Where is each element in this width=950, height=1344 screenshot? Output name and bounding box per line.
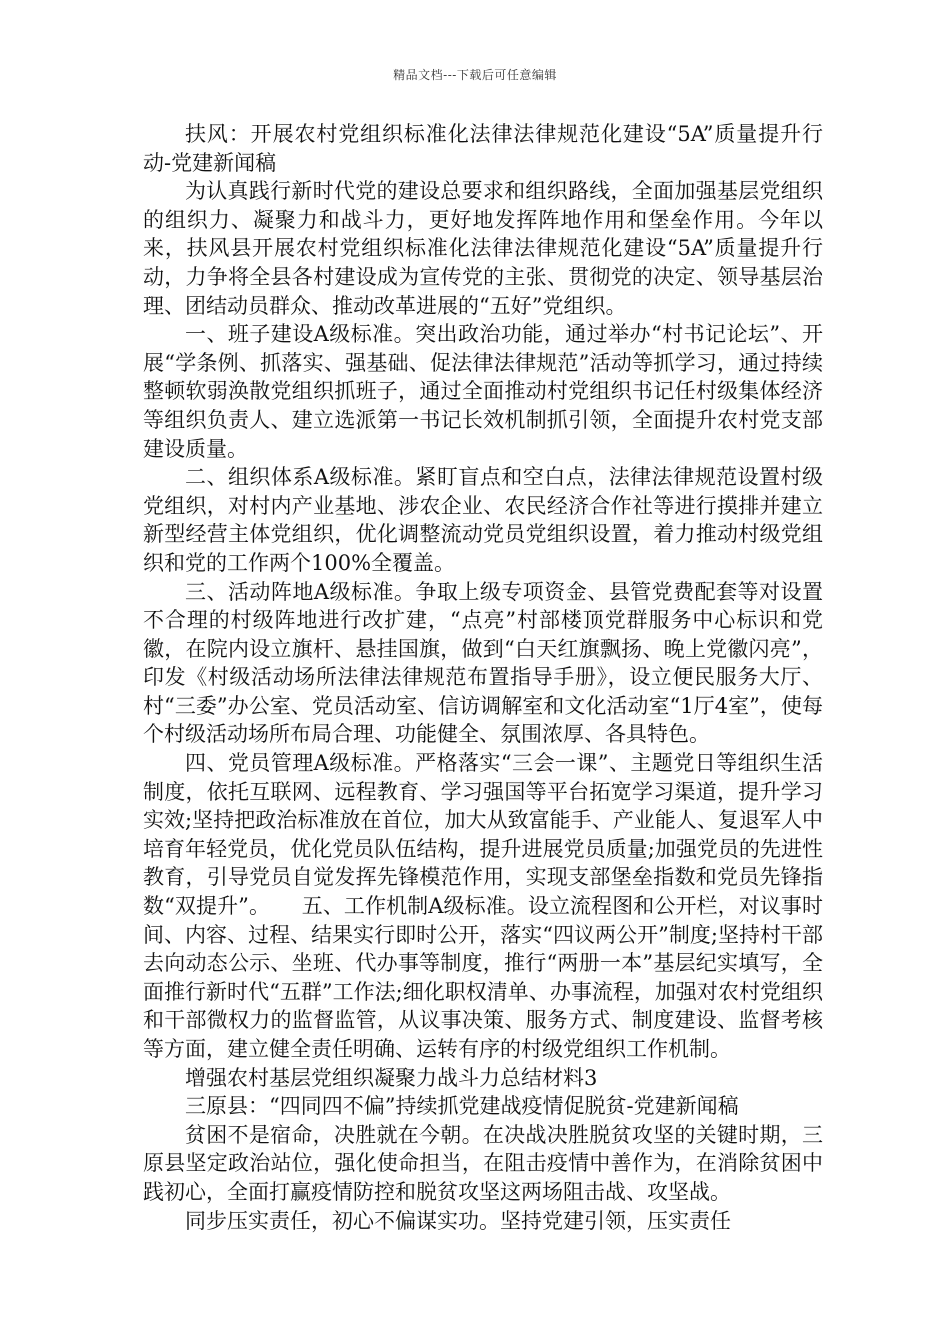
page-header: 精品文档---下载后可任意编辑 [393, 68, 557, 82]
article-title-2: 三原县：“四同四不偏”持续抓党建战疫情促脱贫-党建新闻稿 [185, 1094, 739, 1119]
section-3-paragraph: 三、活动阵地A级标准。争取上级专项资金、县管党费配套等对设置不合理的村级阵地进行改扩建，“点亮”村部楼顶党群服务中心标识和党徽，在院内设立旗杆、悬挂国旗，做到“白天红旗飘扬、晚上党徽闪亮”，印发《村级活动场所法律法律规范布置指导手册》，设立便民服务大厅、村“三委”办公室、党员活动室、信访调解室和文化活动室“1厅4室”，使每个村级活动场所布局合理、功能健全、氛围浓厚、各具特色。 [143, 579, 823, 747]
article-2-section-paragraph: 同步压实责任，初心不偏谋实功。坚持党建引领，压实责任 [185, 1208, 731, 1233]
material-heading: 增强农村基层党组织凝聚力战斗力总结材料3 [185, 1065, 598, 1090]
section-1-paragraph: 一、班子建设A级标准。突出政治功能，通过举办“村书记论坛”、开展“学条例、抓落实、强基础、促法律法律规范”活动等抓学习，通过持续整顿软弱涣散党组织抓班子，通过全面推动村党组织书记任村级集体经济等组织负责人、建立选派第一书记长效机制抓引领，全面提升农村党支部建设质量。 [143, 322, 823, 461]
document-body [143, 120, 823, 1235]
section-4-5-paragraph: 四、党员管理A级标准。严格落实“三会一课”、主题党日等组织生活制度，依托互联网、远程教育、学习强国等平台拓宽学习渠道，提升学习实效;坚持把政治标准放在首位，加大从致富能手、产业能人、复退军人中培育年轻党员，优化党员队伍结构，提升进展党员质量;加强党员的先进性教育，引导党员自觉发挥先锋模范作用，实现支部堡垒指数和党员先锋指数“双提升”。 五、工作机制A级标准。设立流程图和公开栏，对议事时间、内容、过程、结果实行即时公开，落实“四议两公开”制度;坚持村干部去向动态公示、坐班、代办事等制度，推行“两册一本”基层纪实填写，全面推行新时代“五群”工作法;细化职权清单、办事流程，加强对农村党组织和干部微权力的监督监管，从议事决策、服务方式、制度建设、监督考核等方面，建立健全责任明确、运转有序的村级党组织工作机制。 [143, 751, 823, 1061]
section-2-paragraph: 二、组织体系A级标准。紧盯盲点和空白点，法律法律规范设置村级党组织，对村内产业基地、涉农企业、农民经济合作社等进行摸排并建立新型经营主体党组织，优化调整流动党员党组织设置，着力推动村级党组织和党的工作两个100%全覆盖。 [143, 465, 823, 575]
intro-paragraph: 为认真践行新时代党的建设总要求和组织路线，全面加强基层党组织的组织力、凝聚力和战斗力，更好地发挥阵地作用和堡垒作用。今年以来，扶风县开展农村党组织标准化法律法律规范化建设“5A”质量提升行动，力争将全县各村建设成为宣传党的主张、贯彻党的决定、领导基层治理、团结动员群众、推动改革进展的“五好”党组织。 [143, 179, 823, 318]
article-2-intro-paragraph: 贫困不是宿命，决胜就在今朝。在决战决胜脱贫攻坚的关键时期，三原县坚定政治站位，强化使命担当，在阻击疫情中善作为，在消除贫困中践初心，全面打赢疫情防控和脱贫攻坚这两场阻击战、攻坚战。 [143, 1122, 823, 1204]
article-title-1: 扶风：开展农村党组织标准化法律法律规范化建设“5A”质量提升行动-党建新闻稿 [143, 122, 823, 175]
